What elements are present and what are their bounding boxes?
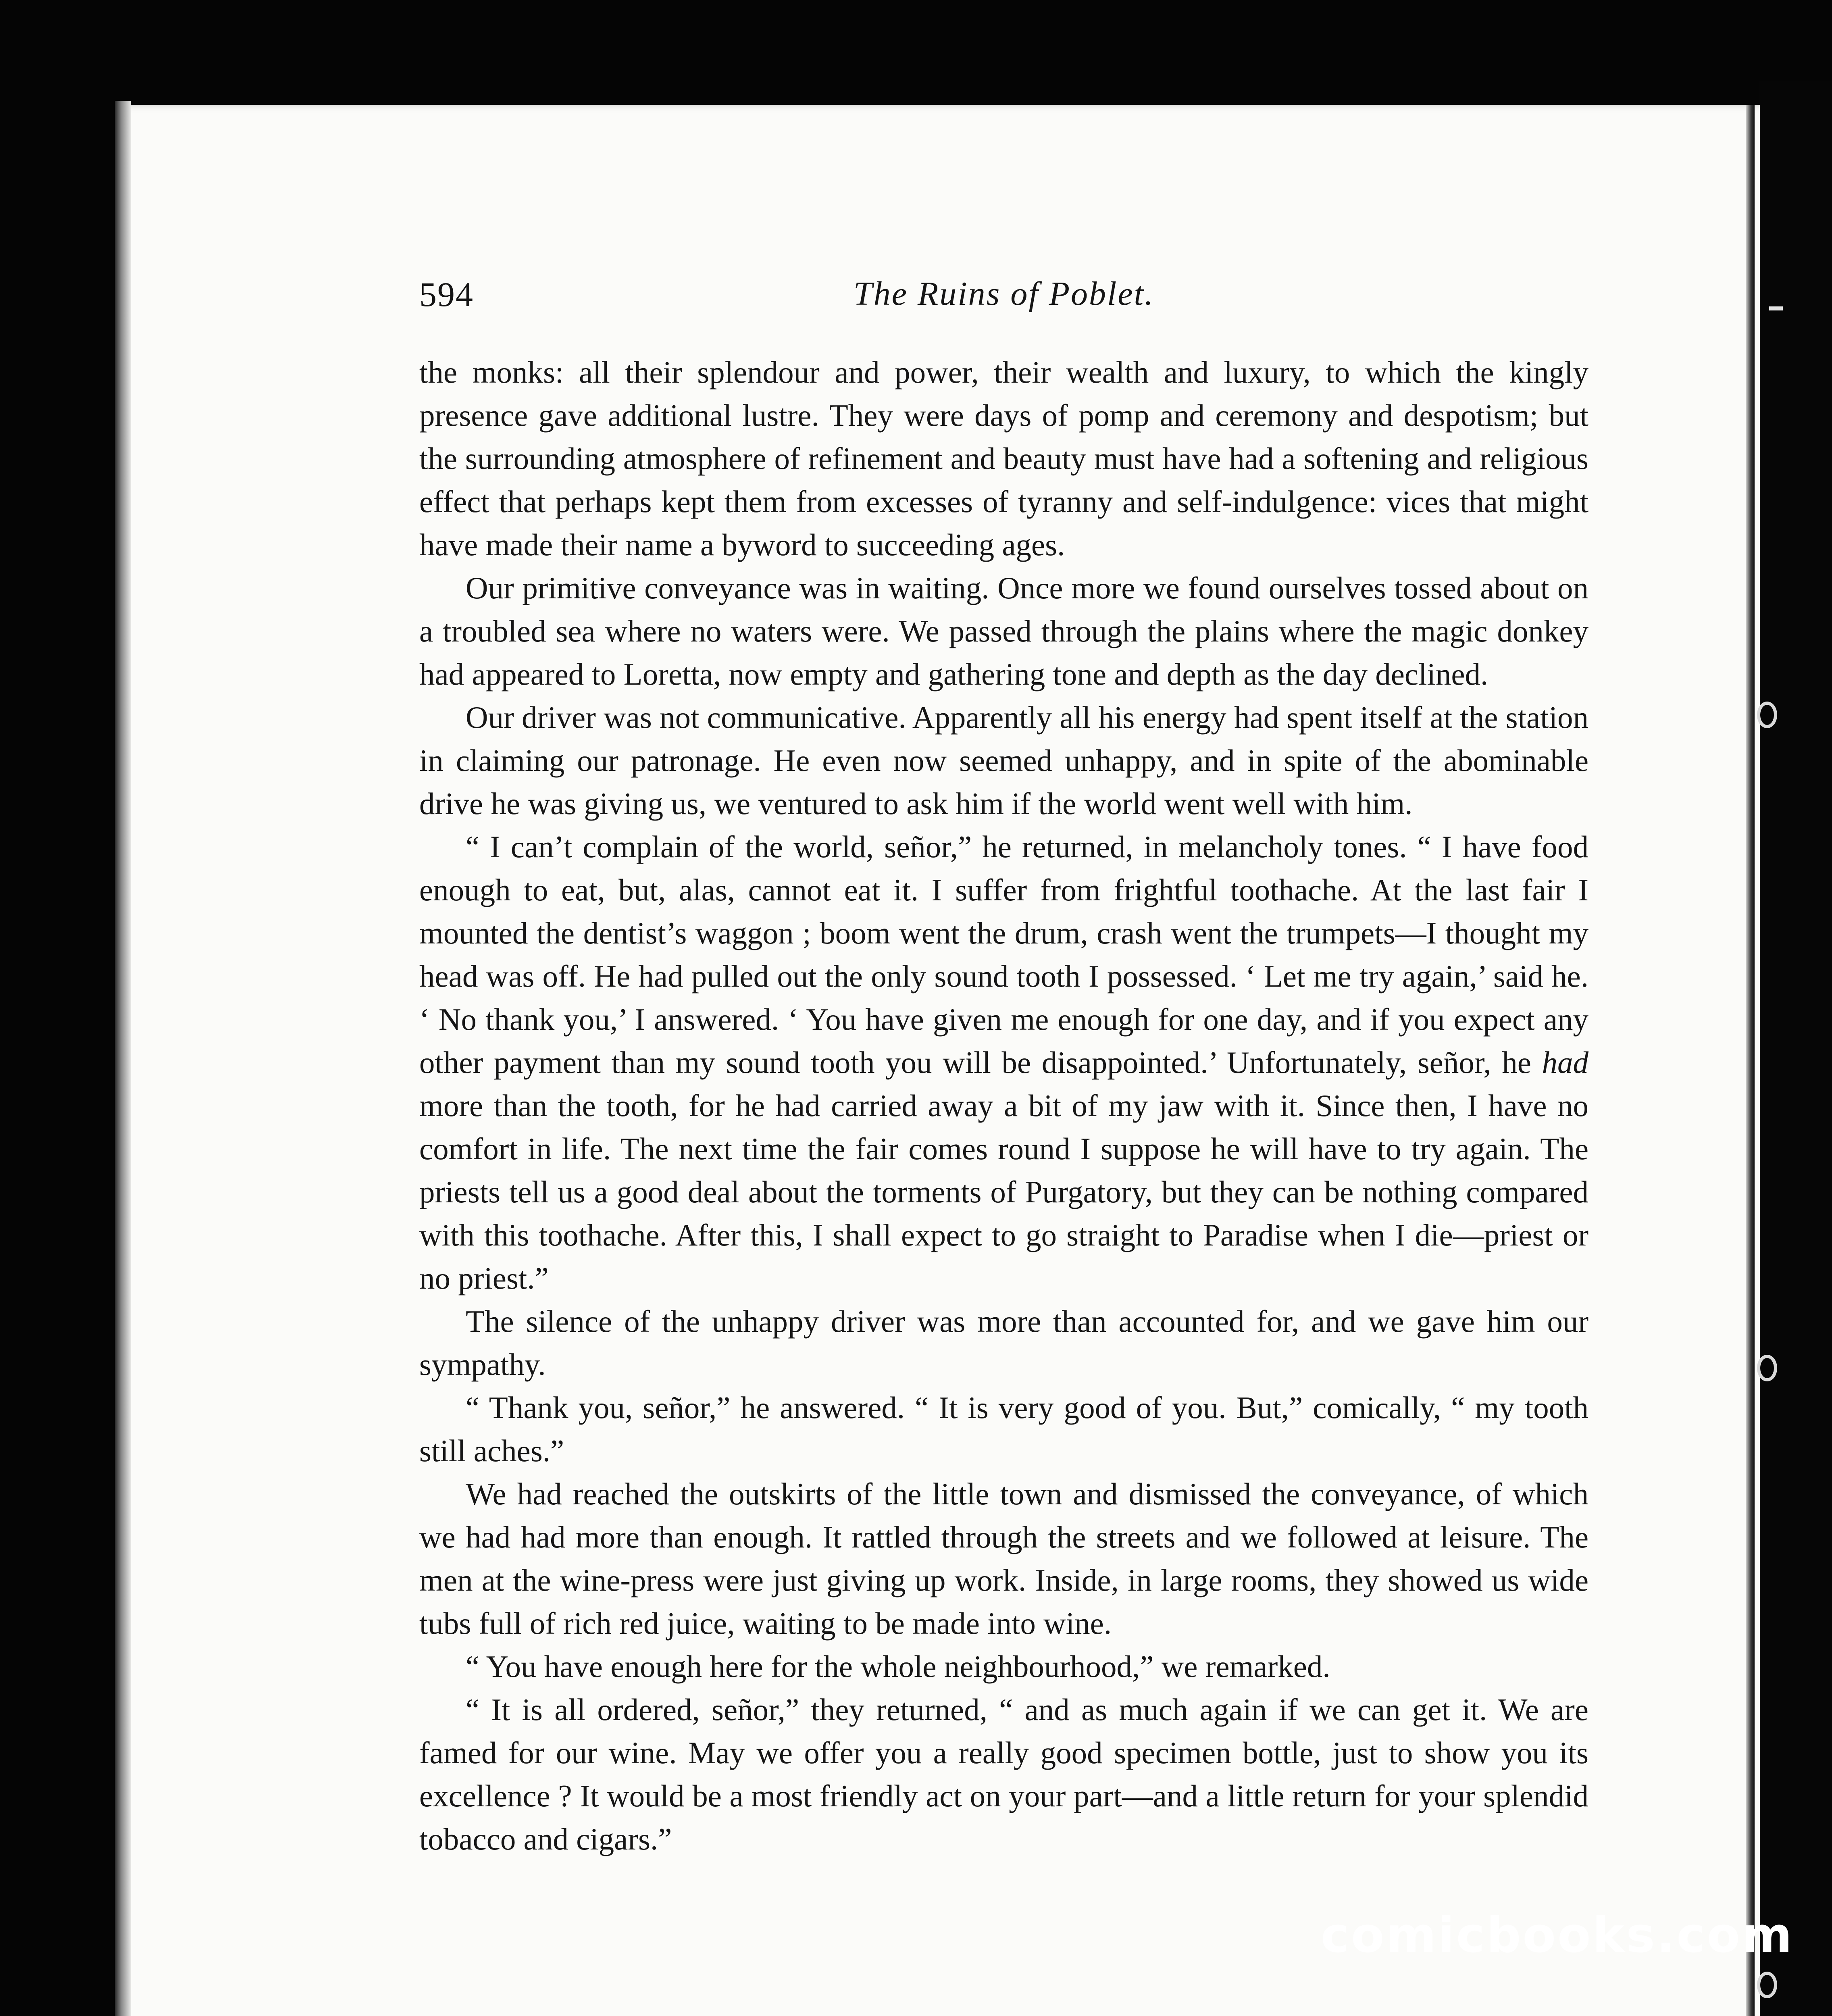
watermark-logo: comicbooks.com bbox=[1320, 1908, 1794, 1964]
paragraph bbox=[419, 1472, 1588, 1645]
gutter-edge bbox=[1746, 105, 1755, 2016]
binding-thread-icon bbox=[1769, 306, 1783, 310]
paragraph bbox=[419, 696, 1588, 825]
binding-stitch-icon bbox=[1757, 1972, 1777, 1998]
running-head bbox=[419, 274, 1588, 327]
binding-stitch-icon bbox=[1757, 1355, 1777, 1381]
page-number: 594 bbox=[419, 275, 474, 314]
body-text bbox=[419, 351, 1588, 1861]
paragraph-text: Our primitive conveyance was in waiting. Once more we found ourselves tossed about on a troubled sea where no waters were. We passed through the plains where the magic donkey had appeared to Loretta, now empty and gathering tone and depth as the day declined. bbox=[419, 571, 1588, 691]
paragraph-text: more than the tooth, for he had carried away a bit of my jaw with it. Since then, I have no comfort in life. The next time the fair comes round I suppose he will have to try again. The priests tell us a good deal about the torments of Purgatory, but they can be nothing compared with this toothache. After this, I shall expect to go straight to Paradise when I die—priest or no priest.” bbox=[419, 1088, 1588, 1295]
paragraph-text: the monks: all their splendour and power, their wealth and luxury, to which the kingly presence gave additional lustre. They were days of pomp and ceremony and despotism; but the surrounding atmosphere of refinement and beauty must have had a softening and religious effect that perhaps kept them from excesses of tyranny and self-indulgence: vices that might have made their name a byword to succeeding ages. bbox=[419, 355, 1588, 562]
paragraph bbox=[419, 1645, 1588, 1688]
paragraph bbox=[419, 351, 1588, 566]
paragraph bbox=[419, 1386, 1588, 1472]
paragraph-text: “ You have enough here for the whole neighbourhood,” we remarked. bbox=[466, 1649, 1330, 1684]
paragraph-text: “ Thank you, señor,” he answered. “ It is very good of you. But,” comically, “ my tooth still aches.” bbox=[419, 1390, 1588, 1468]
paragraph-text: Our driver was not communicative. Apparently all his energy had spent itself at the station in claiming our patronage. He even now seemed unhappy, and in spite of the abominable drive he was giving us, we ventured to ask him if the world went well with him. bbox=[419, 700, 1588, 821]
paragraph-text: We had reached the outskirts of the little town and dismissed the conveyance, of which we had had more than enough. It rattled through the streets and we followed at leisure. The men at the wine-press were just giving up work. Inside, in large rooms, they showed us wide tubs full of rich red juice, waiting to be made into wine. bbox=[419, 1477, 1588, 1641]
page-edge-shadow bbox=[115, 101, 131, 2016]
paragraph bbox=[419, 1300, 1588, 1386]
binding-stitch-icon bbox=[1757, 702, 1777, 728]
paragraph-text: “ I can’t complain of the world, señor,” he returned, in melancholy tones. “ I have food enough to eat, but, alas, cannot eat it. I suffer from frightful toothache. At the last fair I mounted the dentist’s waggon ; boom went the drum, crash went the trumpets—I thought my head was off. He had pulled out the only sound tooth I possessed. ‘ Let me try again,’ said he. ‘ No thank you,’ I answered. ‘ You have given me enough for one day, and if you expect any other payment than my sound tooth you will be disappointed.’ Unfortunately, señor, he bbox=[419, 829, 1588, 1080]
italic-emphasis: had bbox=[1542, 1045, 1588, 1080]
paragraph bbox=[419, 566, 1588, 696]
book-binding bbox=[1759, 81, 1832, 2016]
paragraph-text: “ It is all ordered, señor,” they returned, “ and as much again if we can get it. We are famed for our wine. May we offer you a really good specimen bottle, just to show you its excellence ? It would be a most friendly act on your part—and a little return for your splendid tobacco and cigars.” bbox=[419, 1692, 1588, 1856]
page-title: The Ruins of Poblet. bbox=[854, 275, 1154, 312]
paragraph bbox=[419, 1688, 1588, 1861]
paragraph bbox=[419, 825, 1588, 1300]
paragraph-text: The silence of the unhappy driver was more than accounted for, and we gave him our sympathy. bbox=[419, 1304, 1588, 1382]
